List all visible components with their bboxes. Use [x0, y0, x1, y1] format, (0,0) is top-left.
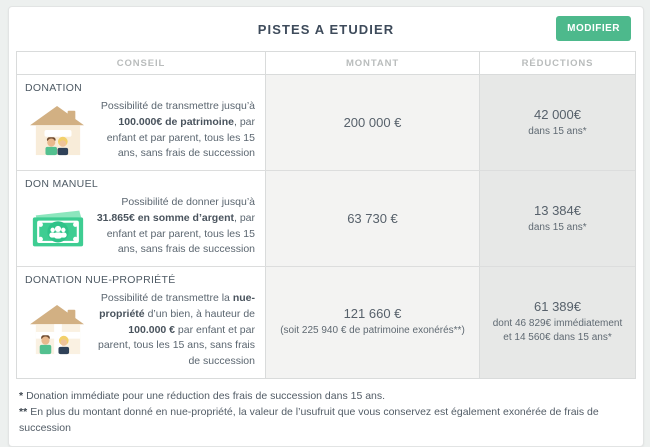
house-bare-ownership-icon	[25, 304, 91, 356]
montant-cell	[265, 75, 479, 170]
banknote-family-icon	[25, 204, 91, 250]
footnotes	[19, 388, 633, 437]
reduction-note: dont 46 829€ immédiatement et 14 560€ dans 15 ans*	[492, 318, 623, 344]
table-row-don-manuel	[17, 170, 635, 266]
column-header-conseil: CONSEIL	[116, 57, 166, 69]
conseil-cell	[17, 171, 265, 266]
table-row-donation-nue-propriete	[17, 266, 635, 378]
montant-cell	[265, 267, 479, 378]
montant-note: (soit 225 940 € de patrimoine exonérés**)	[280, 325, 465, 337]
pistes-card	[8, 6, 644, 447]
row-description: Possibilité de transmettre la nue-propriété d’un bien, à hauteur de 100.000 € par enfant et par parent, tous les 15 ans, sans frais de succession	[97, 292, 255, 367]
reduction-value: 42 000€	[534, 106, 581, 122]
conseil-cell	[17, 267, 265, 378]
reduction-note: dans 15 ans*	[528, 125, 587, 137]
montant-value: 63 730 €	[347, 211, 398, 226]
footnote-text: Donation immédiate pour une réduction des frais de succession dans 15 ans.	[26, 389, 386, 402]
reduction-value: 13 384€	[534, 202, 581, 218]
reduction-note: dans 15 ans*	[528, 221, 587, 233]
column-header-reductions: RÉDUCTIONS	[479, 52, 635, 74]
card-header	[16, 7, 636, 51]
footnote-marker: **	[19, 406, 28, 419]
footnote-text: En plus du montant donné en nue-propriété, la valeur de l’usufruit que vous conservez est également exonérée de frais de succession	[19, 406, 599, 435]
reduction-value: 61 389€	[534, 299, 581, 315]
modify-button[interactable]: MODIFIER	[556, 16, 631, 41]
column-header-montant: MONTANT	[265, 52, 479, 74]
advice-table	[16, 51, 636, 379]
footnote-1	[19, 388, 633, 404]
montant-cell	[265, 171, 479, 266]
footnote-2	[19, 404, 633, 437]
reduction-cell	[479, 171, 635, 266]
row-label: DONATION	[25, 82, 83, 94]
row-description: Possibilité de donner jusqu’à 31.865€ en somme d’argent, par enfant et par parent, tous les 15 ans, sans frais de succession	[96, 196, 255, 256]
table-row-donation	[17, 75, 635, 170]
row-description: Possibilité de transmettre jusqu’à 100.000€ de patrimoine, par enfant et par parent, tous les 15 ans, sans frais de succession	[100, 100, 255, 160]
conseil-cell	[17, 75, 265, 170]
reduction-cell	[479, 75, 635, 170]
row-label: DONATION NUE-PROPRIÉTÉ	[25, 274, 176, 286]
reduction-cell	[479, 267, 635, 378]
montant-value: 200 000 €	[343, 115, 402, 130]
row-label: DON MANUEL	[25, 178, 99, 190]
footnote-marker: *	[19, 389, 24, 402]
montant-value: 121 660 €	[343, 306, 402, 322]
table-header-row	[17, 52, 635, 75]
page-title: PISTES A ETUDIER	[257, 21, 395, 37]
house-family-icon	[25, 105, 91, 157]
